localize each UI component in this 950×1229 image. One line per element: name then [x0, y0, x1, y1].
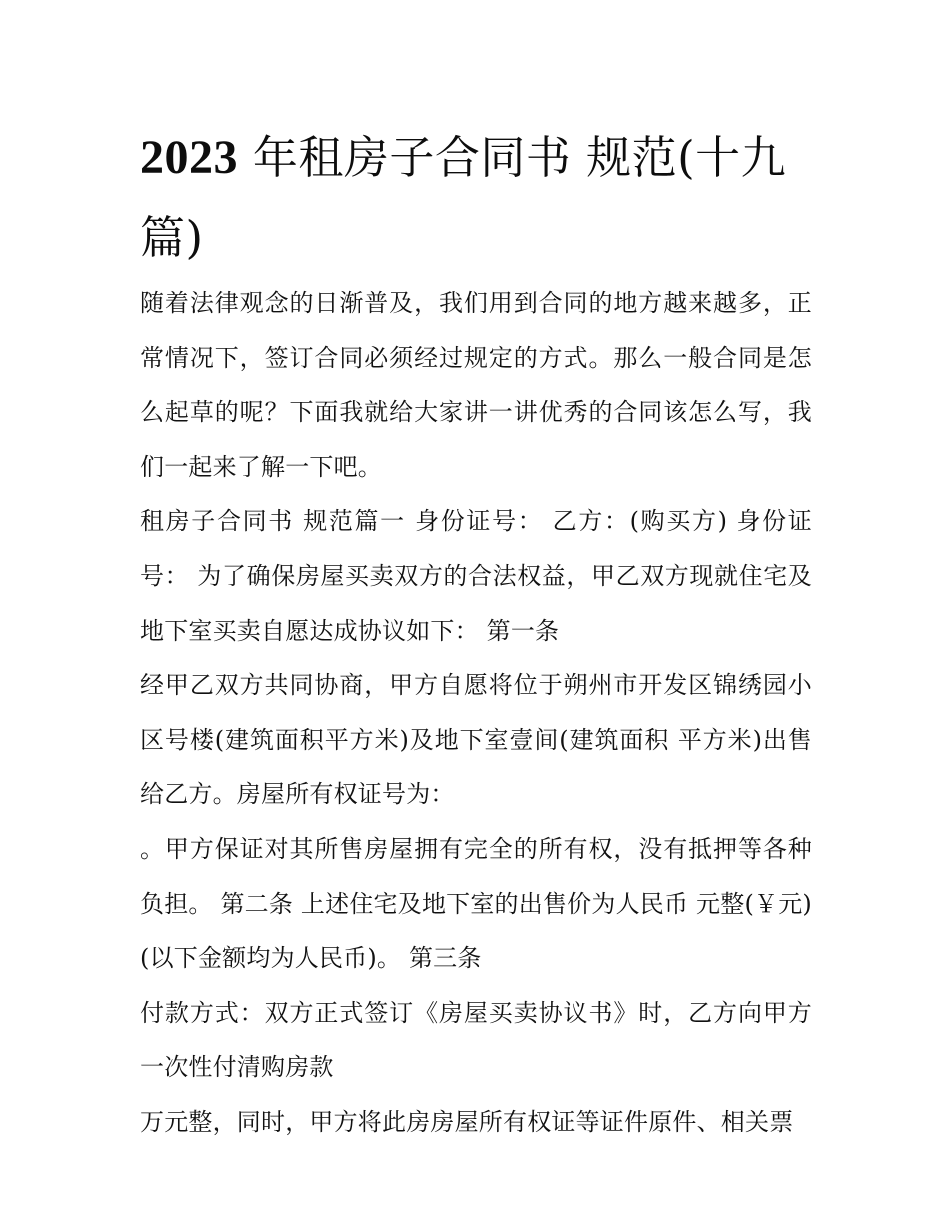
document-title [140, 118, 812, 278]
title-text: 年租房子合同书 规范(十九篇) [140, 131, 787, 264]
paragraph-contract-opening: 租房子合同书 规范篇一 身份证号： 乙方：(购买方) 身份证号： 为了确保房屋买卖双方的合法权益，甲乙双方现就住宅及地下室买卖自愿达成协议如下： 第一条 [140, 507, 812, 645]
title-year: 2023 [140, 131, 238, 184]
document-body [140, 276, 812, 1150]
paragraph-article-one: 经甲乙双方共同协商，甲方自愿将位于朔州市开发区锦绣园小区号楼(建筑面积平方米)及地下室壹间(建筑面积 平方米)出售给乙方。房屋所有权证号为： [140, 671, 812, 809]
paragraph-article-two: 。甲方保证对其所售房屋拥有完全的所有权，没有抵押等各种负担。 第二条 上述住宅及地下室的出售价为人民币 元整(￥元)(以下金额均为人民币)。 第三条 [140, 834, 812, 973]
paragraph-payment: 付款方式：双方正式签订《房屋买卖协议书》时，乙方向甲方一次性付清购房款 [140, 998, 812, 1082]
paragraph-certificates: 万元整，同时，甲方将此房房屋所有权证等证件原件、相关票 [140, 1107, 794, 1136]
paragraph-intro: 随着法律观念的日渐普及，我们用到合同的地方越来越多，正常情况下，签订合同必须经过规定的方式。那么一般合同是怎么起草的呢？下面我就给大家讲一讲优秀的合同该怎么写，我们一起来了解一下吧。 [140, 289, 812, 481]
